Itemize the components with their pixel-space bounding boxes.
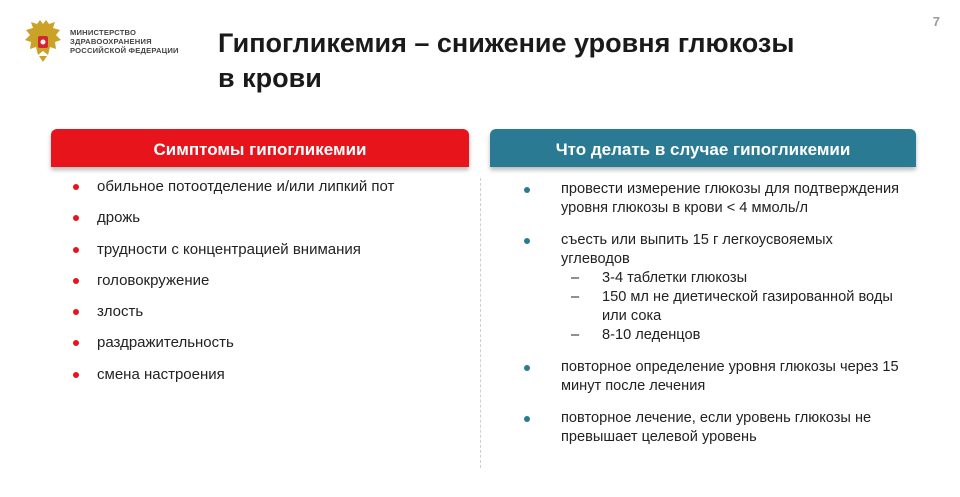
symptom-text: трудности с концентрацией внимания [97,240,361,258]
symptom-item [73,365,463,396]
column-divider [480,178,481,468]
carb-option [561,269,904,288]
carb-option [561,326,904,345]
symptom-item [73,208,463,239]
action-text: съесть или выпить 15 г легкоусвояемых углеводов [561,232,833,267]
dash-icon: – [571,327,580,343]
symptom-text: злость [97,303,144,321]
ministry-line-2: ЗДРАВООХРАНЕНИЯ [70,36,152,46]
ministry-logo [22,18,179,64]
symptom-text: дрожь [97,209,141,227]
carb-option-text: 150 мл не диетической газированной воды или сока [602,289,893,324]
ministry-line-3: РОССИЙСКОЙ ФЕДЕРАЦИИ [70,45,179,55]
slide-title-line-2: в крови [218,63,322,93]
carb-option [561,288,904,326]
action-text: повторное определение уровня глюкозы через 15 минут после лечения [561,359,899,394]
slide-title-line-1: Гипогликемия – снижение уровня глюкозы [218,28,795,58]
slide-title [218,26,918,96]
bullet-icon [524,365,530,371]
page-number: 7 [932,14,940,29]
dash-icon: – [571,289,580,305]
carb-option-text: 3-4 таблетки глюкозы [602,270,748,286]
action-item [524,180,904,218]
symptom-text: головокружение [97,271,210,289]
actions-list [524,180,904,460]
double-headed-eagle-icon [22,18,64,64]
bullet-icon [73,215,79,221]
dash-icon: – [571,270,580,286]
bullet-icon [73,309,79,315]
bullet-icon [73,340,79,346]
symptom-item [73,240,463,271]
bullet-icon [524,238,530,244]
bullet-icon [73,372,79,378]
symptom-item [73,271,463,302]
action-item [524,409,904,447]
action-item [524,358,904,396]
symptom-item [73,302,463,333]
symptom-item [73,177,463,208]
bullet-icon [524,416,530,422]
symptoms-list [73,177,463,396]
symptom-text: раздражительность [97,334,234,352]
bullet-icon [73,247,79,253]
symptoms-header: Симптомы гипогликемии [51,129,469,167]
actions-header: Что делать в случае гипогликемии [490,129,916,167]
ministry-line-1: МИНИСТЕРСТВО [70,27,137,37]
action-text: повторное лечение, если уровень глюкозы не превышает целевой уровень [561,410,872,445]
symptom-text: смена настроения [97,365,225,383]
carb-option-text: 8-10 леденцов [602,327,701,343]
ministry-name [70,28,179,55]
action-item [524,231,904,345]
bullet-icon [73,278,79,284]
action-text: провести измерение глюкозы для подтверждения уровня глюкозы в крови < 4 ммоль/л [561,181,900,216]
symptom-text: обильное потоотделение и/или липкий пот [97,178,395,195]
symptom-item [73,333,463,364]
carb-options-list [561,269,904,345]
bullet-icon [73,184,79,190]
bullet-icon [524,187,530,193]
